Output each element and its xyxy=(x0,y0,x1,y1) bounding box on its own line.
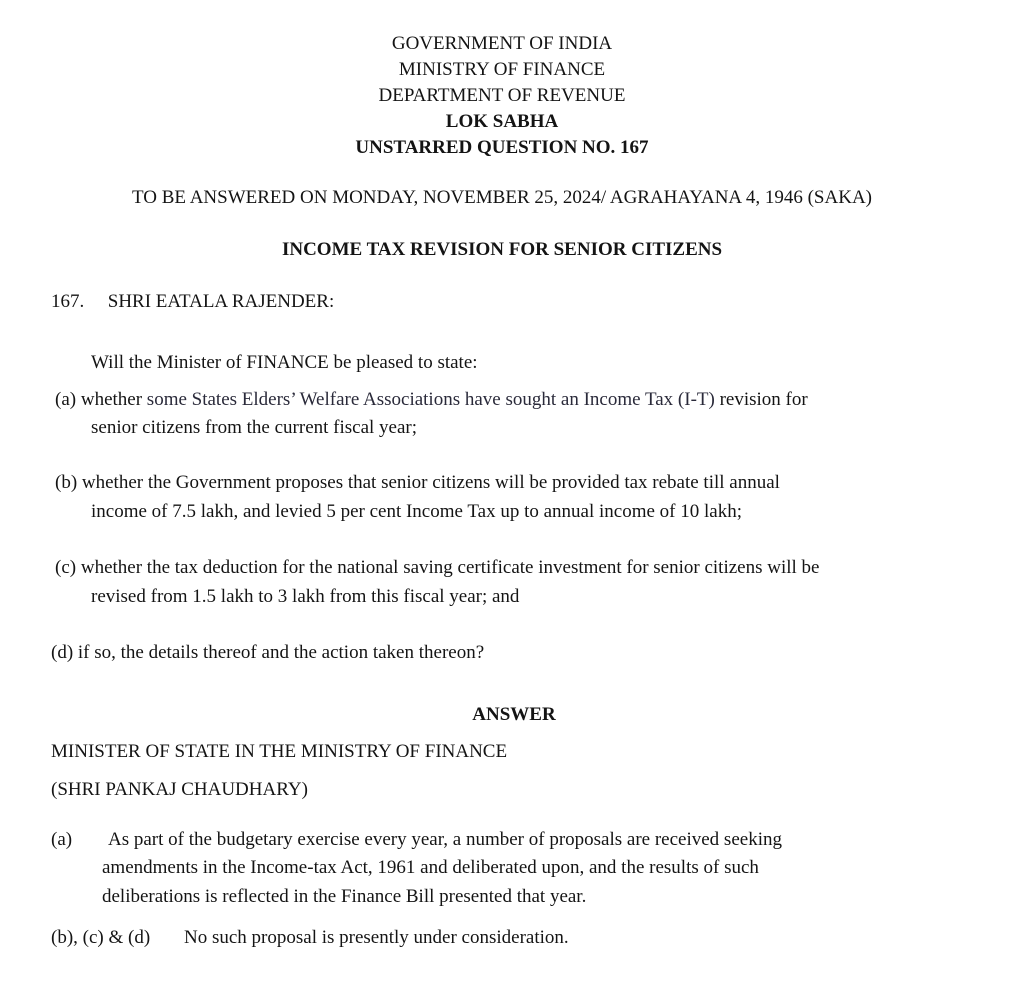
header-department: DEPARTMENT OF REVENUE xyxy=(378,85,626,106)
answer-part-bcd-text: No such proposal is presently under consideration. xyxy=(184,927,569,948)
question-part-a-line2: senior citizens from the current fiscal year; xyxy=(91,417,418,438)
question-intro: Will the Minister of FINANCE be pleased to state: xyxy=(91,352,478,373)
question-part-b-label: (b) xyxy=(55,472,78,493)
question-part-a-text-start: whether xyxy=(80,389,143,410)
question-part-b-text: whether the Government proposes that senior citizens will be provided tax rebate till annual xyxy=(81,472,780,493)
subject-title: INCOME TAX REVISION FOR SENIOR CITIZENS xyxy=(281,239,723,260)
question-part-a-label: (a) xyxy=(55,389,77,410)
question-part-c-line1 xyxy=(55,555,819,581)
respondent-title: MINISTER OF STATE IN THE MINISTRY OF FINANCE xyxy=(51,741,508,762)
question-part-d-text: if so, the details thereof and the action taken thereon? xyxy=(77,642,485,663)
answer-part-a-label: (a) xyxy=(51,829,73,850)
respondent-name: (SHRI PANKAJ CHAUDHARY) xyxy=(51,779,308,800)
question-part-a-line1 xyxy=(55,387,808,413)
header-ministry: MINISTRY OF FINANCE xyxy=(398,59,606,80)
question-part-c-text: whether the tax deduction for the national saving certificate investment for senior citizens will be xyxy=(80,557,820,578)
member-name: SHRI EATALA RAJENDER: xyxy=(107,291,335,312)
header-question-number: UNSTARRED QUESTION NO. 167 xyxy=(355,137,649,158)
question-part-a-text-end: revision for xyxy=(719,389,808,410)
answer-part-a-line2: amendments in the Income-tax Act, 1961 and deliberated upon, and the results of such xyxy=(102,857,759,878)
question-part-b-line1 xyxy=(55,470,780,496)
header-house: LOK SABHA xyxy=(445,111,559,132)
answer-part-a-line1: As part of the budgetary exercise every year, a number of proposals are received seeking xyxy=(108,829,782,850)
question-part-c-line2: revised from 1.5 lakh to 3 lakh from this fiscal year; and xyxy=(91,586,520,607)
question-part-d-line1 xyxy=(51,640,484,666)
member-line xyxy=(51,289,334,315)
question-part-a-highlighted-text: some States Elders’ Welfare Associations have sought an Income Tax (I-T) xyxy=(146,389,715,410)
answer-date-line: TO BE ANSWERED ON MONDAY, NOVEMBER 25, 2024/ AGRAHAYANA 4, 1946 (SAKA) xyxy=(131,187,872,208)
question-part-c-label: (c) xyxy=(55,557,77,578)
answer-heading: ANSWER xyxy=(472,704,556,725)
header-government: GOVERNMENT OF INDIA xyxy=(391,33,613,54)
answer-part-bcd-label: (b), (c) & (d) xyxy=(51,927,151,948)
question-part-b-line2: income of 7.5 lakh, and levied 5 per cent Income Tax up to annual income of 10 lakh; xyxy=(91,501,742,522)
question-part-d-label: (d) xyxy=(51,642,74,663)
member-question-number: 167. xyxy=(51,291,85,312)
answer-part-a-line3: deliberations is reflected in the Finance Bill presented that year. xyxy=(102,886,587,907)
